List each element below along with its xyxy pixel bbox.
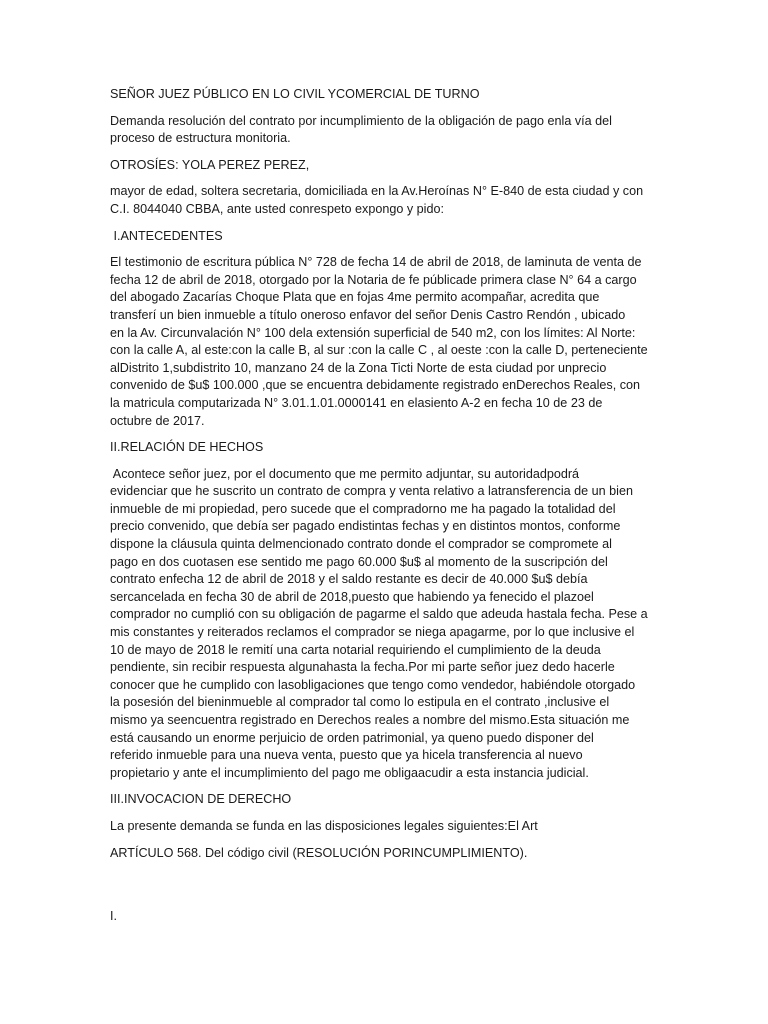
list-marker: I. (110, 909, 117, 924)
antecedentes-paragraph (110, 254, 670, 430)
paragraph-line: octubre de 2017. (110, 413, 205, 428)
paragraph-line: 10 de mayo de 2018 le remití una carta notarial requiriendo el cumplimiento de la deuda (110, 642, 601, 657)
hechos-paragraph (110, 466, 670, 783)
paragraph-line: El testimonio de escritura pública N° 728 de fecha 14 de abril de 2018, de laminuta de venta de (110, 255, 642, 270)
subject-paragraph (110, 113, 670, 148)
paragraph-line: la posesión del bieninmueble al comprador tal como lo estipula en el contrato ,inclusive el (110, 695, 610, 710)
paragraph-line: dispone la cláusula quinta delmencionado contrato donde el comprador se compromete al (110, 537, 612, 552)
document-body (110, 86, 670, 926)
paragraph-line: referido inmueble para una nueva venta, puesto que ya hicela transferencia al nuevo (110, 748, 583, 763)
paragraph-line: comprador no cumplió con su obligación de pagarme el saldo que adeuda hastala fecha. Pese a (110, 607, 648, 622)
paragraph-line: transferí un bien inmueble a título oneroso enfavor del señor Denis Castro Rendón , ubicado (110, 307, 626, 322)
paragraph-line: pago en dos cuotasen ese sentido me pago 60.000 $u$ al momento de la suscripción del (110, 554, 608, 569)
article-reference: ARTÍCULO 568. Del código civil (RESOLUCIÓN PORINCUMPLIMIENTO). (110, 845, 528, 860)
derecho-paragraph: La presente demanda se funda en las disposiciones legales siguientes:El Art (110, 818, 538, 833)
paragraph-line: Acontece señor juez, por el documento que me permito adjuntar, su autoridadpodrá (110, 466, 580, 481)
paragraph-line: conocer que he cumplido con lasobligaciones que tengo como vendedor, habiéndole otorgado (110, 677, 636, 692)
paragraph-line: propietario y ante el incumplimiento del pago me obligaacudir a esta instancia judicial. (110, 765, 589, 780)
paragraph-line: alDistrito 1,subdistrito 10, manzano 24 de la Zona Ticti Norte de esta ciudad por unprecio (110, 360, 607, 375)
paragraph-line: mismo ya seencuentra registrado en Derechos reales a nombre del mismo.Esta situación me (110, 713, 630, 727)
paragraph-line: contrato enfecha 12 de abril de 2018 y el saldo restante es decir de 40.000 $u$ debía (110, 572, 588, 587)
paragraph-line: está causando un enorme perjuicio de orden patrimonial, ya queno puedo disponer del (110, 730, 594, 745)
intro-line: mayor de edad, soltera secretaria, domiciliada en la Av.Heroínas N° E-840 de esta ciudad y con (110, 184, 644, 199)
paragraph-line: sercancelada en fecha 30 de abril de 2018,puesto que habiendo ya fenecido el plazoel (110, 589, 594, 604)
paragraph-line: pendiente, sin recibir respuesta algunahasta la fecha.Por mi parte señor juez dedo hacerle (110, 660, 615, 675)
paragraph-line: la matricula computarizada N° 3.01.1.01.0000141 en elasiento A-2 en fecha 10 de 23 de (110, 395, 603, 410)
intro-line: C.I. 8044040 CBBA, ante usted conrespeto expongo y pido: (110, 201, 444, 216)
paragraph-line: mis constantes y reiterados reclamos el comprador se niega apagarme, por lo que inclusive el (110, 625, 635, 640)
intro-paragraph (110, 183, 670, 218)
paragraph-line: convenido de $u$ 100.000 ,que se encuentra debidamente registrado enDerechos Reales, con (110, 378, 641, 393)
paragraph-line: con la calle A, al este:con la calle B, al sur :con la calle C , al oeste :con la calle D, perteneciente (110, 343, 648, 358)
section-heading-hechos: II.RELACIÓN DE HECHOS (110, 440, 264, 455)
paragraph-line: evidenciar que he suscrito un contrato de compra y venta relativo a latransferencia de un bien (110, 484, 633, 499)
paragraph-line: precio convenido, que debía ser pagado endistintas fechas y en distintos montos, conforme (110, 519, 621, 534)
section-heading-derecho: III.INVOCACION DE DERECHO (110, 792, 292, 807)
subject-line: Demanda resolución del contrato por incumplimiento de la obligación de pago enla vía del (110, 113, 612, 128)
paragraph-line: del abogado Zacarías Choque Plata que en fojas 4me permito acompañar, acredita que (110, 290, 600, 305)
otrosies-line: OTROSÍES: YOLA PEREZ PEREZ, (110, 157, 310, 172)
subject-line: proceso de estructura monitoria. (110, 131, 291, 146)
document-title: SEÑOR JUEZ PÚBLICO EN LO CIVIL YCOMERCIAL DE TURNO (110, 87, 480, 101)
paragraph-line: inmueble de mi propiedad, pero sucede que el compradorno me ha pagado la totalidad del (110, 501, 616, 516)
paragraph-line: en la Av. Circunvalación N° 100 dela extensión superficial de 540 m2, con los límites: Al Norte: (110, 325, 636, 340)
section-heading-antecedentes: I.ANTECEDENTES (110, 228, 223, 243)
paragraph-line: fecha 12 de abril de 2018, otorgado por la Notaria de fe públicade primera clase N° 64 a cargo (110, 272, 637, 287)
